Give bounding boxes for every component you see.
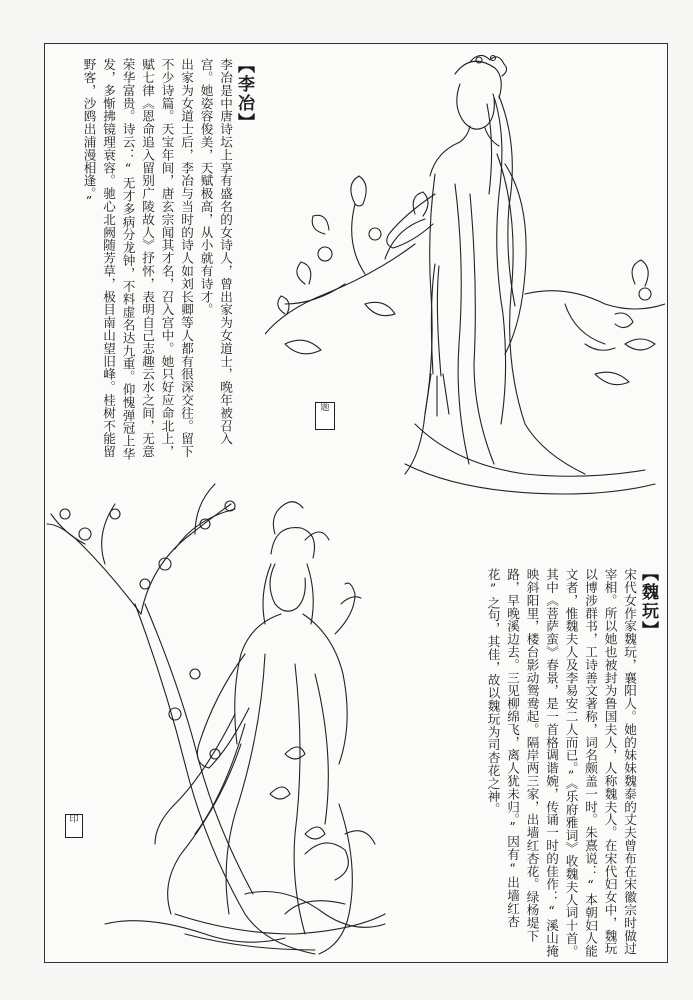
li-ye-text [70,58,235,468]
wei-wan-paragraph-1: 宋代女作家魏玩，襄阳人。她的妹妹魏泰的丈夫曾布在宋徽宗时做过宰相。所以她也被封为鲁国夫人，人称魏夫人。在宋代妇女中，魏玩以博涉群书，工诗善文著称，词名颇盖一时。朱熹说：“本朝妇人能文者，惟魏夫人及李易安二人而已。”《乐府雅词》收魏夫人词十首。其中《菩萨蛮》春景，是一首格调谐婉，传诵一时的佳作：“溪山掩映斜阳里，楼台影动鸳鸯起。隔岸两三家，出墙红杏花。绿杨堤下路，早晚溪边去。三见柳绵飞，离人犹未归。”因有“出墙红杏花”之句，其佳，故以魏玩为司杏花之神。 [485,568,637,958]
lady-with-apricot-blossom-illustration [45,454,425,959]
wei-wan-text [399,568,639,958]
li-ye-paragraph-1: 李冶是中唐诗坛上享有盛名的女诗人，曾出家为女道士，晚年被召入宫。她姿容俊美，天赋极高，从小就有诗才。 [198,58,233,445]
li-ye-paragraph-2: 出家为女道士后，李冶与当时的诗人如刘长卿等人都有很深交往。留下不少诗篇。天宝年间，唐玄宗闻其才名，召入宫中。她只好应命北上，赋七律《恩命追入留别广陵故人》抒怀，表明自己志趣云水之间，无意荣华富贵。诗云：“无才多病分龙钟，不料虚名达九重。仰愧弹冠上华发，多惭拂镜理衰容。驰心北阙随芳草，极目南山望旧峰。桂树不能留野客，沙鸥出浦漫相逢。” [81,58,194,461]
lady-with-magnolia-illustration [265,44,665,504]
wei-wan-title: 【魏玩】 [638,564,658,640]
upper-seal-text: 题 [320,403,330,413]
page-frame [44,43,668,963]
lower-seal-text: 印 [69,815,79,825]
li-ye-title: 【李冶】 [234,56,254,132]
